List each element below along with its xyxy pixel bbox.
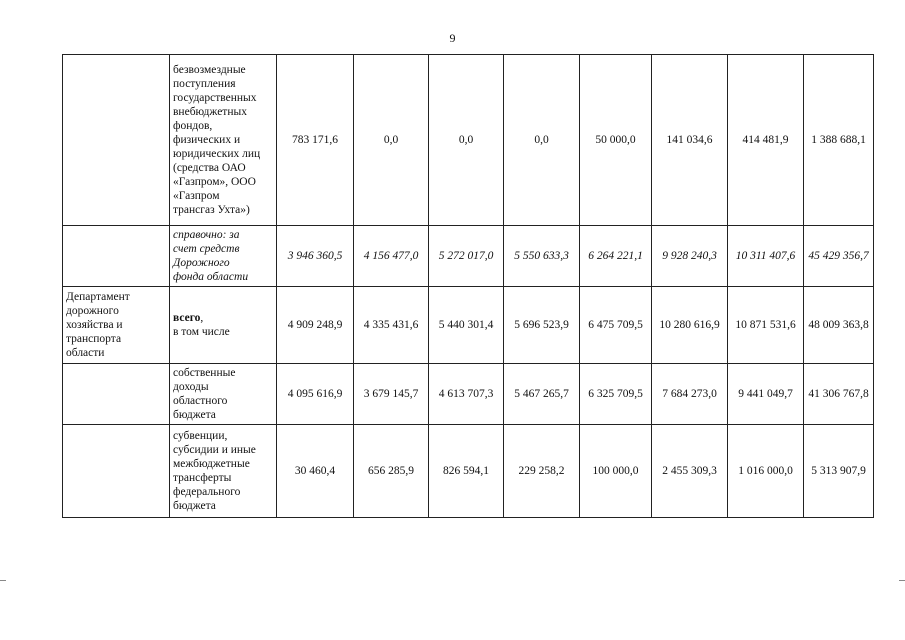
value-cell: 5 550 633,3 [504, 226, 580, 287]
source-line: физических и [173, 134, 241, 146]
value-cell: 0,0 [504, 55, 580, 226]
value-cell: 3 679 145,7 [354, 364, 429, 425]
value-cell: 48 009 363,8 [804, 287, 874, 364]
table-row [63, 55, 874, 226]
value-cell: 5 272 017,0 [429, 226, 504, 287]
page-number: 9 [449, 31, 456, 45]
source-line: бюджета [173, 500, 216, 512]
source-line: собственные [173, 367, 236, 379]
org-cell [63, 364, 170, 425]
org-line: Департамент [66, 291, 130, 303]
source-line: фонда области [173, 271, 249, 283]
budget-table [62, 54, 874, 518]
scan-edge-mark [0, 580, 6, 581]
source-line: государственных [173, 92, 257, 104]
source-cell [170, 55, 277, 226]
value-cell: 783 171,6 [277, 55, 354, 226]
value-cell: 10 311 407,6 [728, 226, 804, 287]
org-line: области [66, 347, 105, 359]
value-cell: 4 613 707,3 [429, 364, 504, 425]
value-cell: 5 313 907,9 [804, 425, 874, 518]
value-cell: 41 306 767,8 [804, 364, 874, 425]
value-cell: 10 871 531,6 [728, 287, 804, 364]
scan-edge-mark [899, 580, 905, 581]
org-line: дорожного [66, 305, 119, 317]
value-cell: 4 156 477,0 [354, 226, 429, 287]
source-line: трансгаз Ухта») [173, 204, 250, 216]
value-cell: 6 325 709,5 [580, 364, 652, 425]
source-line: межбюджетные [173, 458, 250, 470]
source-line: «Газпром», ООО [173, 176, 256, 188]
source-cell [170, 364, 277, 425]
value-cell: 0,0 [354, 55, 429, 226]
source-line: безвозмездные [173, 64, 246, 76]
source-line: трансферты [173, 472, 232, 484]
value-cell: 5 467 265,7 [504, 364, 580, 425]
source-line: субсидии и иные [173, 444, 256, 456]
source-line: юридических лиц [173, 148, 261, 160]
source-line: внебюджетных [173, 106, 247, 118]
value-cell: 826 594,1 [429, 425, 504, 518]
value-cell: 5 440 301,4 [429, 287, 504, 364]
value-cell: 414 481,9 [728, 55, 804, 226]
source-line: справочно: за [173, 229, 240, 241]
value-cell: 1 388 688,1 [804, 55, 874, 226]
value-cell: 9 441 049,7 [728, 364, 804, 425]
source-line: бюджета [173, 409, 216, 421]
value-cell: 6 264 221,1 [580, 226, 652, 287]
source-total-label: всего [173, 312, 201, 324]
value-cell: 6 475 709,5 [580, 287, 652, 364]
org-cell [63, 55, 170, 226]
table-row [63, 425, 874, 518]
source-line: Дорожного [173, 257, 230, 269]
value-cell: 7 684 273,0 [652, 364, 728, 425]
source-line: областного [173, 395, 228, 407]
source-line: в том числе [173, 326, 230, 338]
source-punct: , [200, 312, 204, 324]
source-line: доходы [173, 381, 209, 393]
source-line: субвенции, [173, 430, 228, 442]
source-cell [170, 425, 277, 518]
source-line: «Газпром [173, 190, 220, 202]
table-row [63, 287, 874, 364]
source-line: фондов, [173, 120, 213, 132]
value-cell: 0,0 [429, 55, 504, 226]
value-cell: 4 909 248,9 [277, 287, 354, 364]
value-cell: 4 335 431,6 [354, 287, 429, 364]
value-cell: 10 280 616,9 [652, 287, 728, 364]
value-cell: 50 000,0 [580, 55, 652, 226]
value-cell: 3 946 360,5 [277, 226, 354, 287]
org-cell [63, 287, 170, 364]
value-cell: 100 000,0 [580, 425, 652, 518]
source-line: (средства ОАО [173, 162, 246, 174]
org-line: хозяйства и [66, 319, 123, 331]
value-cell: 656 285,9 [354, 425, 429, 518]
value-cell: 229 258,2 [504, 425, 580, 518]
source-line: поступления [173, 78, 236, 90]
source-cell [170, 226, 277, 287]
value-cell: 2 455 309,3 [652, 425, 728, 518]
table-row [63, 226, 874, 287]
value-cell: 30 460,4 [277, 425, 354, 518]
value-cell: 1 016 000,0 [728, 425, 804, 518]
value-cell: 141 034,6 [652, 55, 728, 226]
source-line [173, 311, 273, 325]
value-cell: 4 095 616,9 [277, 364, 354, 425]
source-cell [170, 287, 277, 364]
value-cell: 45 429 356,7 [804, 226, 874, 287]
source-line: счет средств [173, 243, 240, 255]
org-cell [63, 226, 170, 287]
org-line: транспорта [66, 333, 122, 345]
value-cell: 9 928 240,3 [652, 226, 728, 287]
value-cell: 5 696 523,9 [504, 287, 580, 364]
table-row [63, 364, 874, 425]
org-cell [63, 425, 170, 518]
source-line: федерального [173, 486, 241, 498]
